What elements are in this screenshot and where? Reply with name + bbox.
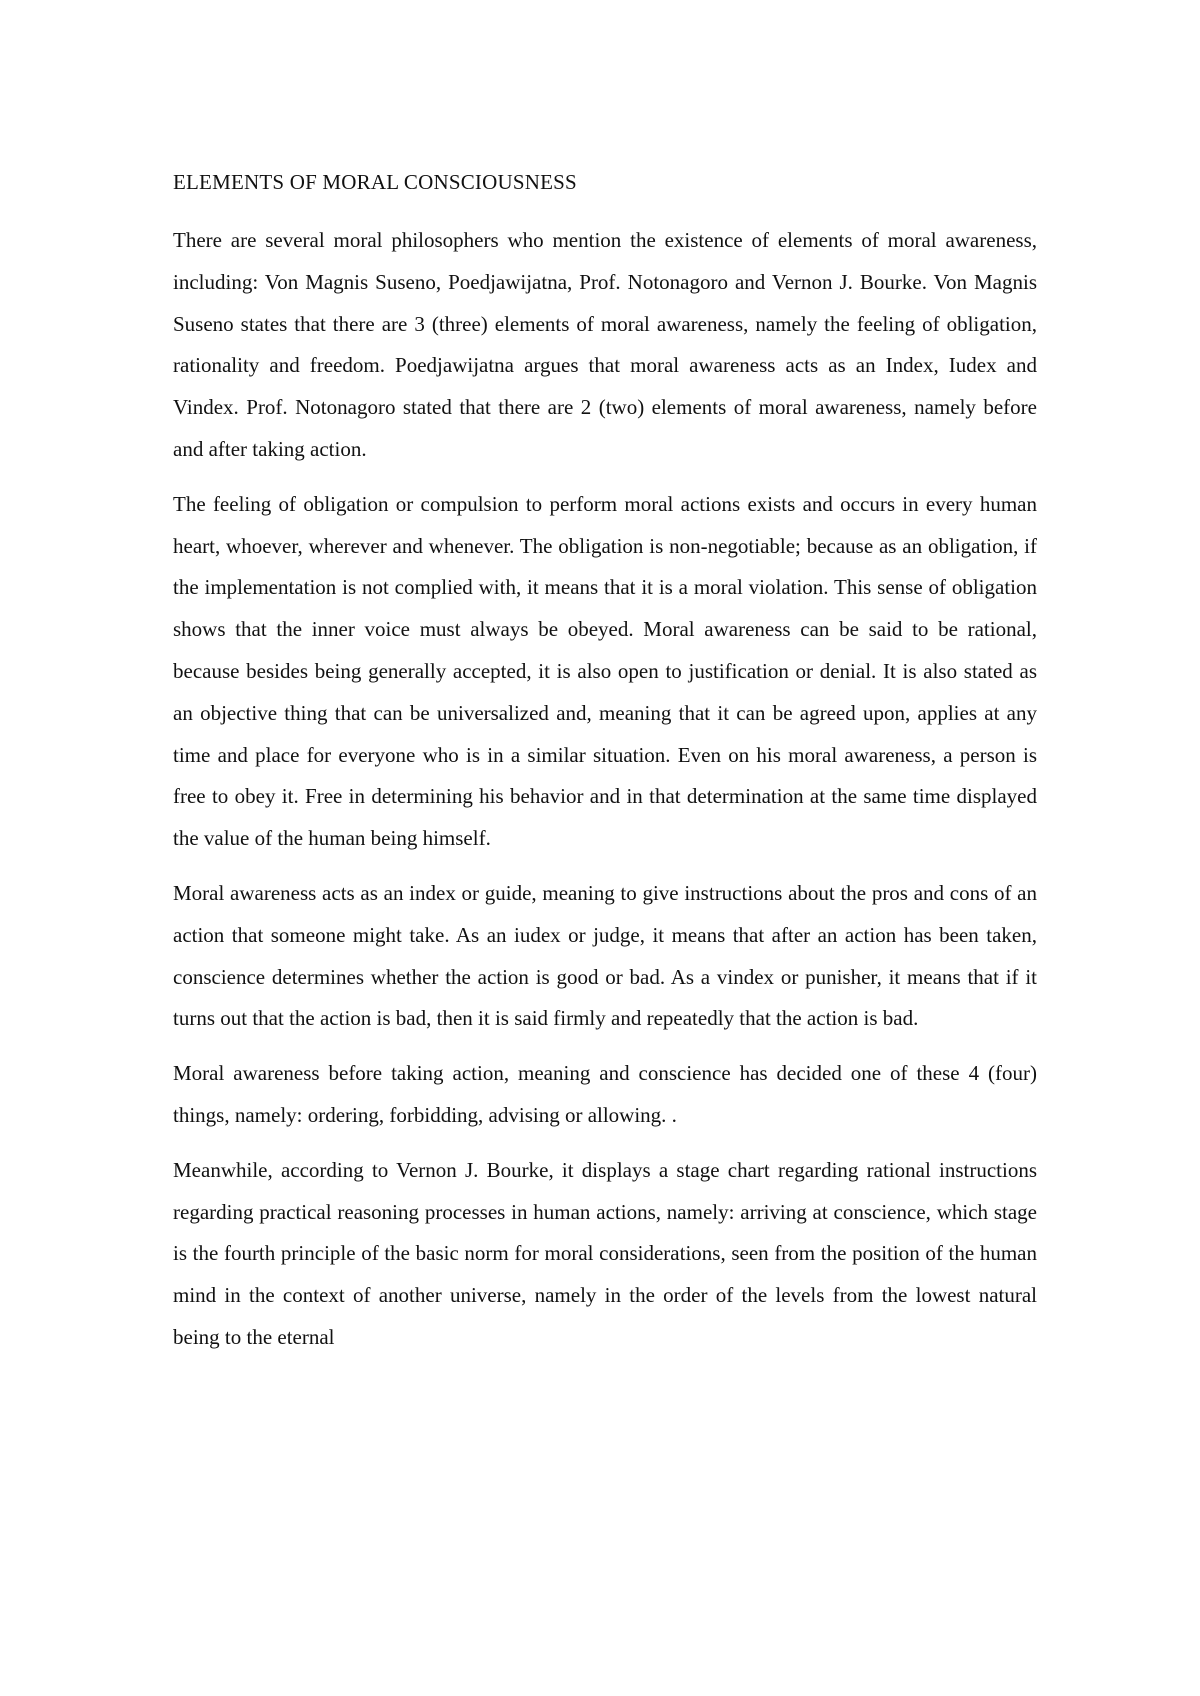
paragraph-1: There are several moral philosophers who mention the existence of elements of moral awareness, including: Von Magnis Suseno, Poedjawijatna, Prof. Notonagoro and Vernon J. Bourke. Von Magnis Suseno states that there are 3 (three) elements of moral awareness, namely the feeling of obligation, rationality and freedom. Poedjawijatna argues that moral awareness acts as an Index, Iudex and Vindex. Prof. Notonagoro stated that there are 2 (two) elements of moral awareness, namely before and after taking action.: [173, 228, 1037, 461]
paragraph-4: Moral awareness before taking action, meaning and conscience has decided one of these 4 (four) things, namely: ordering, forbidding, advising or allowing. .: [173, 1061, 1037, 1127]
paragraph-5: Meanwhile, according to Vernon J. Bourke, it displays a stage chart regarding rational instructions regarding practical reasoning processes in human actions, namely: arriving at conscience, which stage is the fourth principle of the basic norm for moral considerations, seen from the position of the human mind in the context of another universe, namely in the order of the levels from the lowest natural being to the eternal: [173, 1157, 1037, 1349]
document-title: ELEMENTS OF MORAL CONSCIOUSNESS: [173, 170, 577, 194]
paragraph-2: The feeling of obligation or compulsion to perform moral actions exists and occurs in every human heart, whoever, wherever and whenever. The obligation is non-negotiable; because as an obligation, if the implementation is not complied with, it means that it is a moral violation. This sense of obligation shows that the inner voice must always be obeyed. Moral awareness can be said to be rational, because besides being generally accepted, it is also open to justification or denial. It is also stated as an objective thing that can be universalized and, meaning that it can be agreed upon, applies at any time and place for everyone who is in a similar situation. Even on his moral awareness, a person is free to obey it. Free in determining his behavior and in that determination at the same time displayed the value of the human being himself.: [173, 491, 1037, 851]
paragraph-3: Moral awareness acts as an index or guide, meaning to give instructions about the pros and cons of an action that someone might take. As an iudex or judge, it means that after an action has been taken, conscience determines whether the action is good or bad. As a vindex or punisher, it means that if it turns out that the action is bad, then it is said firmly and repeatedly that the action is bad.: [173, 880, 1037, 1031]
document-body: [173, 168, 1037, 1372]
